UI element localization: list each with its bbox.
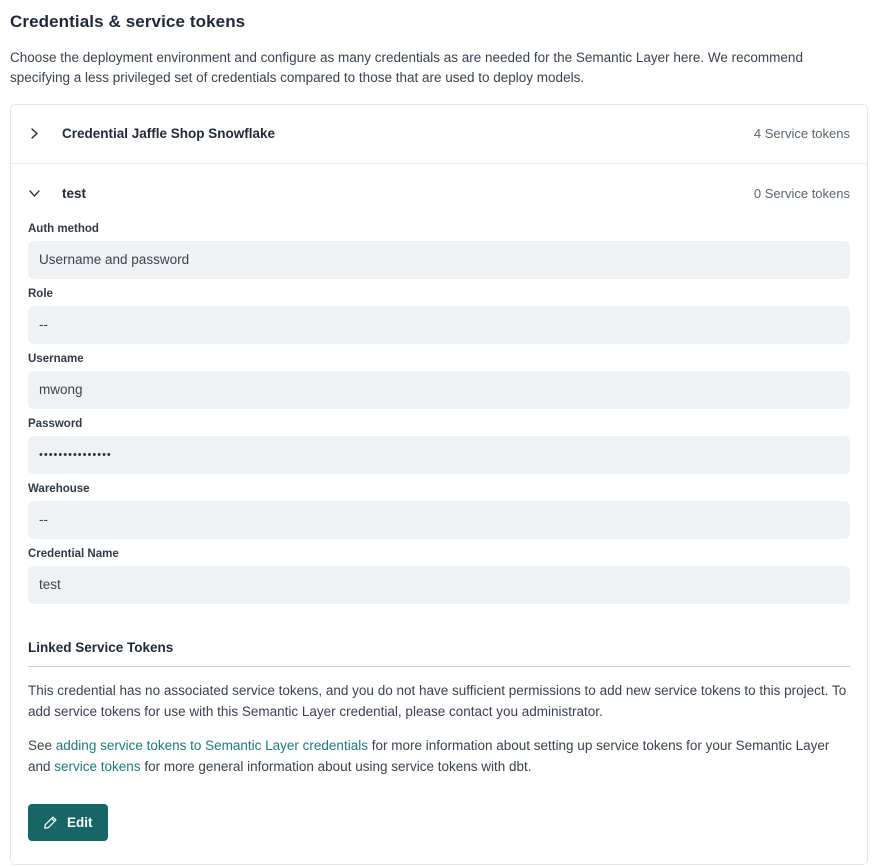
credential-row-test-header[interactable] (11, 164, 867, 223)
page-description: Choose the deployment environment and configure as many credentials as are needed for the Semantic Layer here. We recommend specifying a less privileged set of credentials compared to those that are used to deploy models. (10, 50, 803, 86)
credential-name-field (28, 548, 850, 604)
role-field (28, 288, 850, 344)
field-label: Warehouse (28, 482, 90, 495)
credentials-card (10, 104, 868, 865)
service-token-count: 0 Service tokens (753, 185, 850, 201)
role-value: -- (28, 306, 850, 344)
docs-text: for more general information about using service tokens with dbt. (140, 758, 532, 774)
edit-button[interactable] (28, 804, 108, 841)
chevron-right-icon[interactable] (28, 127, 62, 140)
linked-service-tokens-heading: Linked Service Tokens (28, 640, 850, 667)
username-value: mwong (28, 371, 850, 409)
chevron-down-icon[interactable] (28, 187, 62, 200)
password-field (28, 418, 850, 474)
credential-detail (11, 223, 867, 841)
field-label: Password (28, 417, 83, 430)
credential-name-value: test (28, 566, 850, 604)
semantic-layer-credentials-link[interactable]: adding service tokens to Semantic Layer credentials (55, 737, 368, 753)
credential-row-test (11, 164, 867, 841)
credential-name: test (62, 185, 87, 201)
warehouse-field (28, 483, 850, 539)
warehouse-value: -- (28, 501, 850, 539)
field-label: Credential Name (28, 547, 119, 560)
auth-method-field (28, 223, 850, 279)
no-tokens-message: This credential has no associated service tokens, and you do not have sufficient permissions to add new service tokens to this project. To add service tokens for use with this Semantic Layer credential, please contact you administrator. (28, 682, 847, 719)
credential-row-jaffle-shop[interactable] (11, 105, 867, 164)
field-label: Auth method (28, 222, 99, 235)
pencil-icon (43, 815, 58, 830)
credential-name: Credential Jaffle Shop Snowflake (62, 126, 276, 141)
password-value: ••••••••••••••• (28, 436, 850, 474)
service-tokens-link[interactable]: service tokens (54, 758, 141, 774)
docs-message (28, 735, 850, 777)
username-field (28, 353, 850, 409)
field-label: Username (28, 352, 84, 365)
docs-text: See (28, 737, 56, 753)
service-token-count: 4 Service tokens (753, 126, 850, 141)
auth-method-value: Username and password (28, 241, 850, 279)
page-title: Credentials & service tokens (10, 12, 246, 31)
docs-text: for more information about setting up service tokens for your Semantic Layer and (28, 737, 830, 774)
field-label: Role (28, 287, 53, 300)
edit-button-label: Edit (67, 814, 93, 830)
